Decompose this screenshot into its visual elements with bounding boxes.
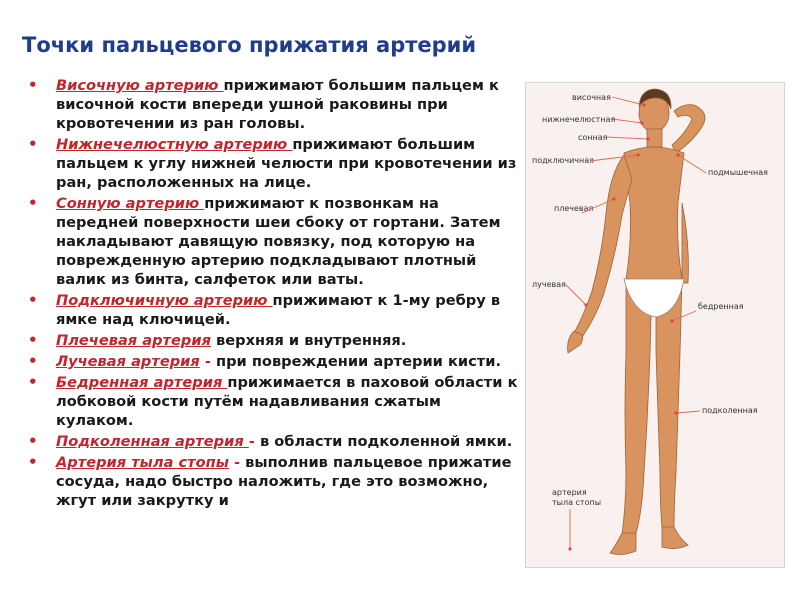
label-femoral: бедренная xyxy=(698,302,744,311)
artery-description: прижимают большим пальцем к углу нижней челюсти при кровотечении из ран, расположенных на лице. xyxy=(56,136,517,191)
bullet-icon: • xyxy=(28,76,38,94)
pressure-point-icon xyxy=(642,103,645,106)
list-item-subclavian xyxy=(28,291,523,329)
term-dash: - xyxy=(199,353,211,370)
list-item-femoral xyxy=(28,373,523,430)
artery-term: Височную артерию xyxy=(56,77,224,94)
artery-description: прижимают к 1-му ребру в ямке над ключицей. xyxy=(56,292,501,328)
pressure-point-icon xyxy=(676,153,679,156)
artery-term: Бедренная артерия xyxy=(56,374,228,391)
anatomy-figure xyxy=(525,82,785,568)
list-item-mandibular xyxy=(28,135,523,192)
term-dash: - xyxy=(228,454,241,471)
label-radial: лучевая xyxy=(532,280,566,289)
pressure-point-icon xyxy=(568,547,571,550)
bullet-icon: • xyxy=(28,453,38,471)
body-diagram xyxy=(526,83,784,567)
label-mandibular: нижнечелюстная xyxy=(542,115,616,124)
pressure-point-icon xyxy=(640,121,643,124)
leader-line xyxy=(676,411,700,413)
bullet-icon: • xyxy=(28,135,38,153)
pressure-point-icon xyxy=(646,137,649,140)
artery-term: Нижнечелюстную артерию xyxy=(56,136,293,153)
pressure-point-icon xyxy=(584,303,587,306)
leader-line xyxy=(606,137,648,139)
pressure-point-icon xyxy=(670,319,673,322)
label-carotid: сонная xyxy=(578,133,608,142)
bullet-icon: • xyxy=(28,291,38,309)
bullet-icon: • xyxy=(28,331,38,349)
artery-description: в области подколенной ямки. xyxy=(254,433,513,450)
bullet-icon: • xyxy=(28,373,38,391)
bullet-icon: • xyxy=(28,352,38,370)
artery-term: Подключичную артерию xyxy=(56,292,273,309)
artery-description: прижимают к позвонкам на передней поверхности шеи сбоку от гортани. Затем накладывают давящую повязку, под которую на поврежденную артерию подкладывают плотный валик из бинта, салфеток или ваты. xyxy=(56,195,501,288)
list-item-dorsalis-pedis xyxy=(28,453,523,510)
artery-description: выполнив пальцевое прижатие сосуда, надо быстро наложить, где это возможно, жгут или закрутку и xyxy=(56,454,512,509)
artery-term: Сонную артерию xyxy=(56,195,205,212)
leader-line xyxy=(612,97,644,105)
pressure-point-icon xyxy=(636,153,639,156)
leader-line xyxy=(612,119,642,123)
label-brachial: плечевая xyxy=(554,204,594,213)
list-item-carotid xyxy=(28,194,523,289)
artery-description: при повреждении артерии кисти. xyxy=(210,353,501,370)
list-item-temporal xyxy=(28,76,523,133)
bullet-icon: • xyxy=(28,194,38,212)
artery-description: прижимается в паховой области к лобковой кости путём надавливания сжатым кулаком. xyxy=(56,374,518,429)
term-dash: - xyxy=(248,433,255,450)
leader-line xyxy=(566,285,586,305)
artery-term: Подколенная артерия xyxy=(56,433,249,450)
label-popliteal: подколенная xyxy=(702,406,758,415)
list-item-brachial xyxy=(28,331,523,350)
bullet-icon: • xyxy=(28,432,38,450)
page-title: Точки пальцевого прижатия артерий xyxy=(22,33,477,57)
list-item-radial xyxy=(28,352,523,371)
label-temporal: височная xyxy=(572,93,611,102)
artery-list xyxy=(28,76,523,512)
artery-term: Артерия тыла стопы xyxy=(56,454,229,471)
pressure-point-icon xyxy=(674,411,677,414)
label-dorsalis-line2: тыла стопы xyxy=(552,498,602,507)
list-item-popliteal xyxy=(28,432,523,451)
label-axillary: подмышечная xyxy=(708,168,768,177)
pressure-point-icon xyxy=(612,197,615,200)
label-dorsalis-line1: артерия xyxy=(552,488,587,497)
artery-description: прижимают большим пальцем к височной кости впереди ушной раковины при кровотечении из ран головы. xyxy=(56,77,499,132)
label-subclavian: подключичная xyxy=(532,156,594,165)
artery-term: Лучевая артерия xyxy=(56,353,200,370)
artery-term: Плечевая артерия xyxy=(56,332,211,349)
artery-description: верхняя и внутренняя. xyxy=(210,332,407,349)
